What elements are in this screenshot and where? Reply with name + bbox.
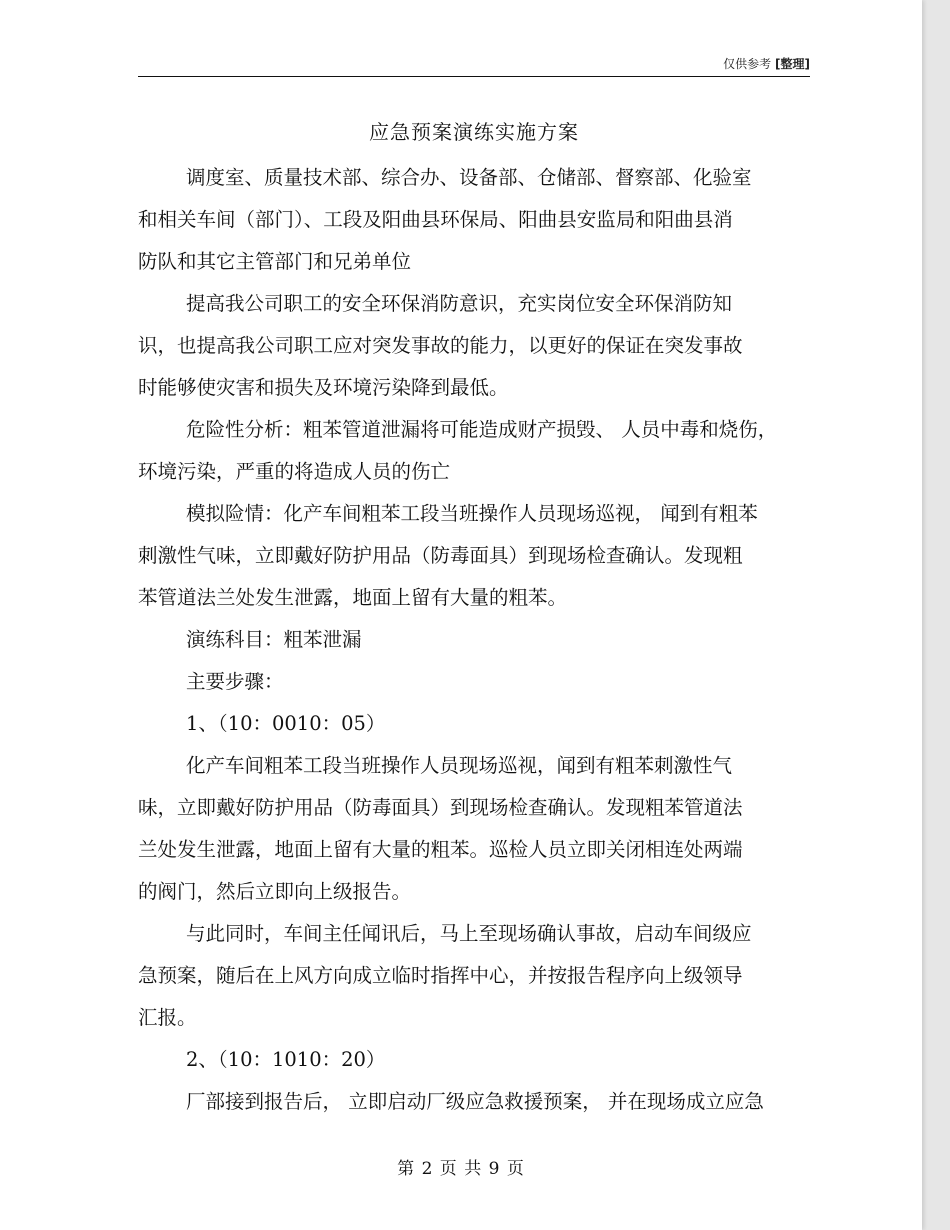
paragraph — [138, 661, 810, 703]
paragraph — [138, 703, 810, 745]
paragraph-first-line: 演练科目：粗苯泄漏 — [186, 628, 362, 651]
paragraph-first-line: 调度室、质量技术部、综合办、设备部、仓储部、督察部、化验室 — [186, 166, 752, 189]
paragraph-line: 识，也提高我公司职工应对突发事故的能力，以更好的保证在突发事故 — [138, 334, 743, 357]
header-note-tag: [整理] — [775, 57, 810, 71]
paragraph-line: 急预案，随后在上风方向成立临时指挥中心，并按报告程序向上级领导 — [138, 964, 743, 987]
paragraph — [138, 619, 810, 661]
paragraph — [138, 283, 810, 409]
paragraph-first-line: 2、（10：1010：20） — [186, 1048, 386, 1071]
paragraph — [138, 1081, 810, 1123]
paragraph-line: 和相关车间（部门）、工段及阳曲县环保局、阳曲县安监局和阳曲县消 — [138, 208, 733, 231]
paragraph-line: 汇报。 — [138, 1006, 197, 1029]
paragraph — [138, 493, 810, 619]
paragraph-line: 苯管道法兰处发生泄露，地面上留有大量的粗苯。 — [138, 586, 568, 609]
paragraph — [138, 1039, 810, 1081]
paragraph-first-line: 1、（10：0010：05） — [186, 712, 386, 735]
header-note-text: 仅供参考 — [723, 57, 772, 71]
paragraph-first-line: 厂部接到报告后， 立即启动厂级应急救援预案， 并在现场成立应急 — [186, 1090, 764, 1113]
paragraph — [138, 409, 810, 493]
paragraph-line: 兰处发生泄露，地面上留有大量的粗苯。巡检人员立即关闭相连处两端 — [138, 838, 743, 861]
paragraph-line: 环境污染，严重的将造成人员的伤亡 — [138, 460, 451, 483]
document-body — [138, 157, 810, 1123]
paragraph-line: 的阀门，然后立即向上级报告。 — [138, 880, 412, 903]
paragraph-first-line: 化产车间粗苯工段当班操作人员现场巡视，闻到有粗苯刺激性气 — [186, 754, 733, 777]
paragraph-line: 防队和其它主管部门和兄弟单位 — [138, 250, 412, 273]
paragraph-first-line: 主要步骤： — [186, 670, 284, 693]
header-rule — [138, 76, 810, 77]
paragraph-first-line: 与此同时，车间主任闻讯后，马上至现场确认事故，启动车间级应 — [186, 922, 752, 945]
header-note — [723, 55, 810, 72]
paragraph — [138, 157, 810, 283]
document-title: 应急预案演练实施方案 — [369, 120, 579, 144]
paragraph — [138, 913, 810, 1039]
paragraph-first-line: 提高我公司职工的安全环保消防意识，充实岗位安全环保消防知 — [186, 292, 733, 315]
paragraph — [138, 745, 810, 913]
page-footer: 第 2 页 共 9 页 — [397, 1159, 525, 1179]
paragraph-line: 刺激性气味，立即戴好防护用品（防毒面具）到现场检查确认。发现粗 — [138, 544, 743, 567]
paragraph-line: 味，立即戴好防护用品（防毒面具）到现场检查确认。发现粗苯管道法 — [138, 796, 743, 819]
paragraph-first-line: 模拟险情：化产车间粗苯工段当班操作人员现场巡视， 闻到有粗苯 — [186, 502, 758, 525]
paragraph-first-line: 危险性分析：粗苯管道泄漏将可能造成财产损毁、 人员中毒和烧伤， — [186, 418, 778, 441]
paragraph-line: 时能够使灾害和损失及环境污染降到最低。 — [138, 376, 509, 399]
